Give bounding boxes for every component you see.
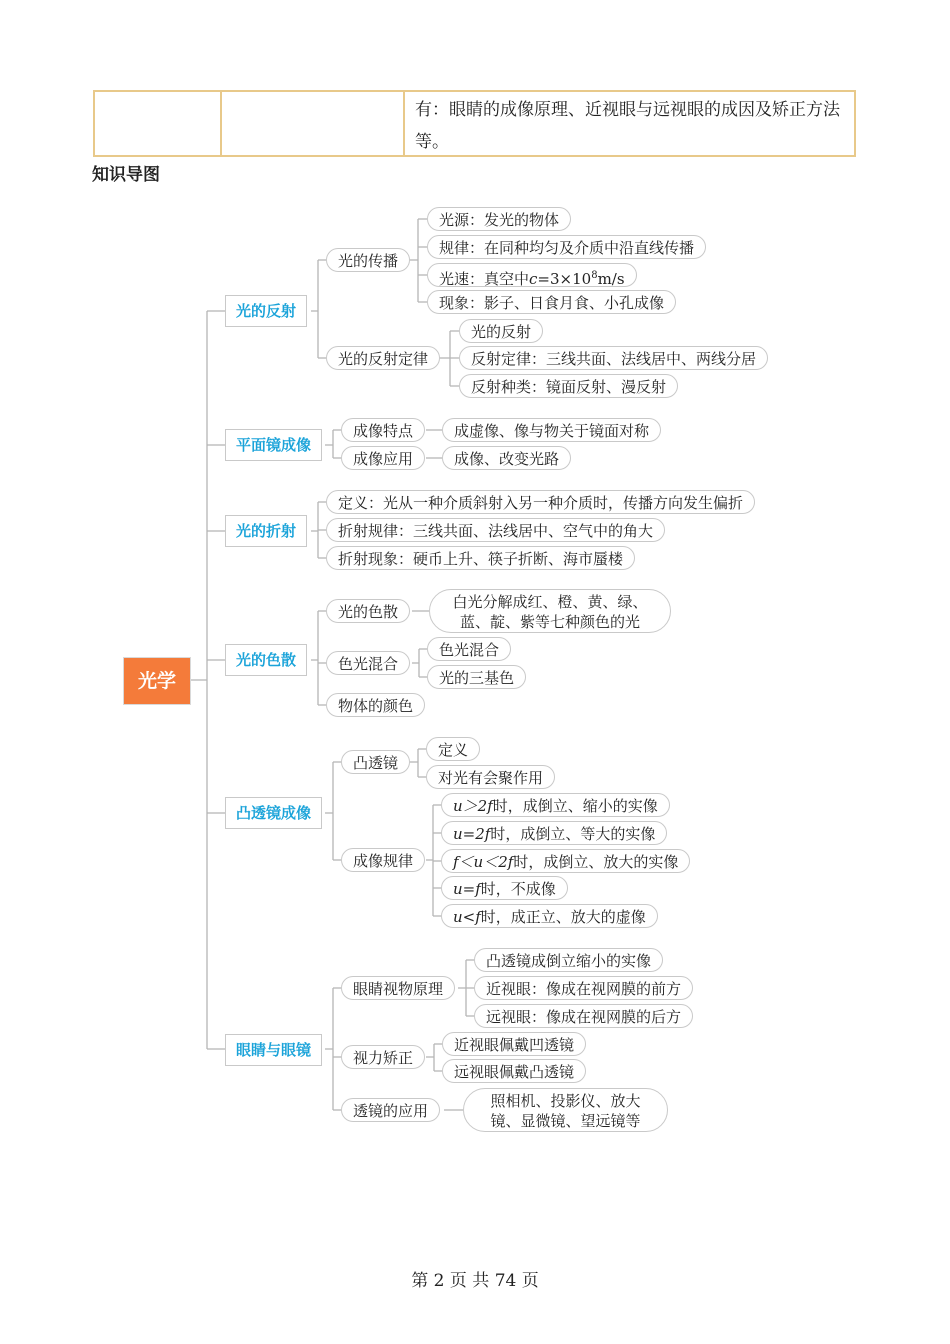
leaf-light-source: 光源：发光的物体 [427, 207, 571, 231]
branch-eye-vision: 眼睛视物原理 [341, 976, 455, 1000]
branch-imaging-features: 成像特点 [341, 418, 425, 442]
leaf-virtual-image: 成虚像、像与物关于镜面对称 [442, 418, 661, 442]
branch-imaging-applications: 成像应用 [341, 446, 425, 470]
root-node: 光学 [123, 657, 191, 705]
leaf-rule-1: u＞2f时，成倒立、缩小的实像 [441, 793, 670, 817]
leaf-reflection-law: 反射定律：三线共面、法线居中、两线分居 [459, 346, 768, 370]
leaf-light-speed: 光速：真空中$c=3\times 10^8m/s$ [427, 263, 637, 287]
branch-convex-lens: 凸透镜 [341, 750, 410, 774]
branch-object-color: 物体的颜色 [326, 693, 425, 717]
leaf-propagation-rule: 规律：在同种均匀及介质中沿直线传播 [427, 235, 706, 259]
section-light-reflection: 光的反射 [225, 295, 307, 327]
branch-light-propagation: 光的传播 [326, 248, 410, 272]
leaf-white-light-split: 白光分解成红、橙、黄、绿、蓝、靛、紫等七种颜色的光 [429, 589, 671, 633]
leaf-phenomena: 现象：影子、日食月食、小孔成像 [427, 290, 676, 314]
leaf-color-mixing: 色光混合 [427, 637, 511, 661]
branch-dispersion: 光的色散 [326, 599, 410, 623]
section-eyes-glasses: 眼睛与眼镜 [225, 1034, 322, 1066]
leaf-rule-3: f＜u＜2f时，成倒立、放大的实像 [441, 849, 690, 873]
table-cell-text: 有：眼睛的成像原理、近视眼与远视眼的成因及矫正方法等。 [415, 100, 840, 152]
leaf-rule-4: u=f时，不成像 [441, 876, 568, 900]
section-refraction: 光的折射 [225, 515, 307, 547]
leaf-convex-correction: 远视眼佩戴凸透镜 [442, 1059, 586, 1083]
leaf-concave-correction: 近视眼佩戴凹透镜 [442, 1032, 586, 1056]
leaf-rule-2: u=2f时，成倒立、等大的实像 [441, 821, 667, 845]
branch-vision-correction: 视力矫正 [341, 1045, 425, 1069]
section-dispersion: 光的色散 [225, 644, 307, 676]
branch-color-mixing: 色光混合 [326, 651, 410, 675]
leaf-reflection: 光的反射 [459, 319, 543, 343]
leaf-definition: 定义 [426, 737, 480, 761]
branch-reflection-law: 光的反射定律 [326, 346, 440, 370]
section-plane-mirror: 平面镜成像 [225, 429, 322, 461]
leaf-refraction-phenomena: 折射现象：硬币上升、筷子折断、海市蜃楼 [326, 546, 635, 570]
branch-imaging-rules: 成像规律 [341, 848, 425, 872]
leaf-refraction-rule: 折射规律：三线共面、法线居中、空气中的角大 [326, 518, 665, 542]
leaf-optical-instruments: 照相机、投影仪、放大镜、显微镜、望远镜等 [463, 1088, 668, 1132]
page-footer: 第 2 页 共 74 页 [411, 1271, 539, 1291]
leaf-primary-colors: 光的三基色 [427, 665, 526, 689]
leaf-rule-5: u<f时，成正立、放大的虚像 [441, 904, 658, 928]
branch-lens-applications: 透镜的应用 [341, 1098, 440, 1122]
section-heading: 知识导图 [92, 165, 160, 185]
leaf-eye-real-image: 凸透镜成倒立缩小的实像 [474, 948, 663, 972]
leaf-converging: 对光有会聚作用 [426, 765, 555, 789]
leaf-reflection-types: 反射种类：镜面反射、漫反射 [459, 374, 678, 398]
leaf-refraction-definition: 定义：光从一种介质斜射入另一种介质时，传播方向发生偏折 [326, 490, 755, 514]
leaf-change-light-path: 成像、改变光路 [442, 446, 571, 470]
section-convex-lens: 凸透镜成像 [225, 797, 322, 829]
leaf-myopia: 近视眼：像成在视网膜的前方 [474, 976, 693, 1000]
leaf-hyperopia: 远视眼：像成在视网膜的后方 [474, 1004, 693, 1028]
